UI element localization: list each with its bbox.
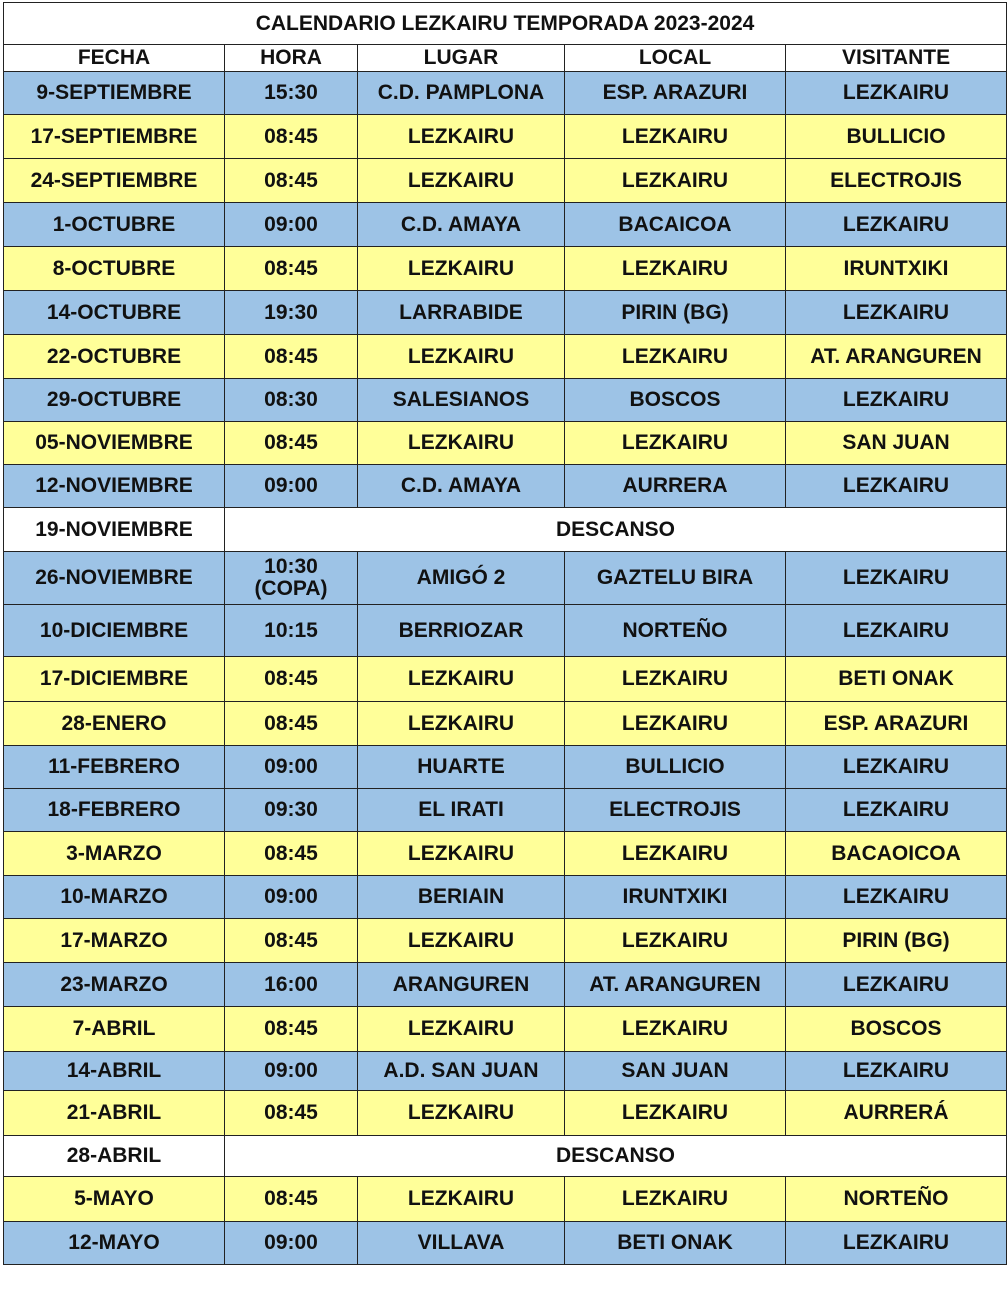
local-cell: ESP. ARAZURI [565,72,786,115]
local-cell: BACAICOA [565,203,786,247]
fecha-cell: 29-OCTUBRE [4,379,225,422]
visitante-cell: LEZKAIRU [786,203,1007,247]
hora-cell: 15:30 [225,72,358,115]
local-cell: AT. ARANGUREN [565,963,786,1007]
visitante-cell: LEZKAIRU [786,605,1007,657]
hora-cell: 09:00 [225,746,358,789]
local-cell: LEZKAIRU [565,422,786,465]
lugar-cell: LEZKAIRU [358,115,565,159]
visitante-cell: LEZKAIRU [786,876,1007,919]
match-row [4,1177,1007,1222]
local-cell: LEZKAIRU [565,1007,786,1052]
header-visitante: VISITANTE [786,45,1007,72]
hora-cell: 09:00 [225,1052,358,1091]
fecha-cell: 3-MARZO [4,832,225,876]
match-row [4,876,1007,919]
descanso-cell: DESCANSO [225,1136,1007,1177]
hora-cell: 09:00 [225,1222,358,1265]
hora-cell: 08:45 [225,247,358,291]
visitante-cell: AT. ARANGUREN [786,335,1007,379]
local-cell: LEZKAIRU [565,702,786,746]
fecha-cell: 14-ABRIL [4,1052,225,1091]
local-cell: LEZKAIRU [565,247,786,291]
visitante-cell: ESP. ARAZURI [786,702,1007,746]
local-cell: LEZKAIRU [565,159,786,203]
hora-cell: 08:45 [225,159,358,203]
local-cell: LEZKAIRU [565,832,786,876]
visitante-cell: LEZKAIRU [786,379,1007,422]
visitante-cell: LEZKAIRU [786,465,1007,508]
hora-cell: 08:45 [225,115,358,159]
fecha-cell: 11-FEBRERO [4,746,225,789]
calendar-body [4,3,1007,1265]
match-row [4,1007,1007,1052]
fecha-cell: 9-SEPTIEMBRE [4,72,225,115]
lugar-cell: LEZKAIRU [358,247,565,291]
local-cell: LEZKAIRU [565,1177,786,1222]
fecha-cell: 17-DICIEMBRE [4,657,225,702]
lugar-cell: AMIGÓ 2 [358,552,565,605]
local-cell: PIRIN (BG) [565,291,786,335]
descanso-cell: DESCANSO [225,508,1007,552]
lugar-cell: LEZKAIRU [358,335,565,379]
header-local: LOCAL [565,45,786,72]
header-lugar: LUGAR [358,45,565,72]
match-row [4,115,1007,159]
fecha-cell: 8-OCTUBRE [4,247,225,291]
title-row [4,3,1007,45]
visitante-cell: BOSCOS [786,1007,1007,1052]
lugar-cell: EL IRATI [358,789,565,832]
lugar-cell: LEZKAIRU [358,1177,565,1222]
lugar-cell: LEZKAIRU [358,1007,565,1052]
lugar-cell: C.D. AMAYA [358,203,565,247]
hora-note: (COPA) [254,577,328,600]
visitante-cell: LEZKAIRU [786,1222,1007,1265]
fecha-cell: 05-NOVIEMBRE [4,422,225,465]
hora-cell: 08:45 [225,422,358,465]
local-cell: IRUNTXIKI [565,876,786,919]
lugar-cell: LEZKAIRU [358,159,565,203]
visitante-cell: NORTEÑO [786,1177,1007,1222]
local-cell: AURRERA [565,465,786,508]
hora-cell [225,552,358,605]
hora-cell: 09:00 [225,203,358,247]
lugar-cell: ARANGUREN [358,963,565,1007]
local-cell: SAN JUAN [565,1052,786,1091]
visitante-cell: IRUNTXIKI [786,247,1007,291]
local-cell: BOSCOS [565,379,786,422]
hora-cell: 08:45 [225,702,358,746]
fecha-cell: 18-FEBRERO [4,789,225,832]
visitante-cell: ELECTROJIS [786,159,1007,203]
visitante-cell: SAN JUAN [786,422,1007,465]
local-cell: BULLICIO [565,746,786,789]
fecha-cell: 23-MARZO [4,963,225,1007]
hora-cell: 08:45 [225,335,358,379]
fecha-cell: 26-NOVIEMBRE [4,552,225,605]
match-row [4,335,1007,379]
visitante-cell: LEZKAIRU [786,72,1007,115]
match-row [4,1091,1007,1136]
match-row [4,657,1007,702]
hora-cell: 08:45 [225,1007,358,1052]
hora-cell: 08:45 [225,1091,358,1136]
lugar-cell: C.D. PAMPLONA [358,72,565,115]
hora-cell: 09:30 [225,789,358,832]
hora-cell: 19:30 [225,291,358,335]
visitante-cell: BETI ONAK [786,657,1007,702]
match-row [4,72,1007,115]
lugar-cell: C.D. AMAYA [358,465,565,508]
match-row [4,789,1007,832]
match-row [4,291,1007,335]
visitante-cell: PIRIN (BG) [786,919,1007,963]
fecha-cell: 21-ABRIL [4,1091,225,1136]
fecha-cell: 19-NOVIEMBRE [4,508,225,552]
hora-cell: 08:45 [225,657,358,702]
match-row [4,247,1007,291]
fecha-cell: 17-SEPTIEMBRE [4,115,225,159]
lugar-cell: LEZKAIRU [358,702,565,746]
fecha-cell: 28-ENERO [4,702,225,746]
hora-cell: 09:00 [225,465,358,508]
header-fecha: FECHA [4,45,225,72]
local-cell: ELECTROJIS [565,789,786,832]
local-cell: BETI ONAK [565,1222,786,1265]
fecha-cell: 22-OCTUBRE [4,335,225,379]
visitante-cell: AURRERÁ [786,1091,1007,1136]
match-row [4,832,1007,876]
match-row [4,465,1007,508]
lugar-cell: HUARTE [358,746,565,789]
hora-cell: 08:45 [225,919,358,963]
match-row [4,203,1007,247]
fecha-cell: 10-MARZO [4,876,225,919]
fecha-cell: 1-OCTUBRE [4,203,225,247]
visitante-cell: BULLICIO [786,115,1007,159]
visitante-cell: LEZKAIRU [786,746,1007,789]
fecha-cell: 12-MAYO [4,1222,225,1265]
fecha-cell: 5-MAYO [4,1177,225,1222]
match-row [4,159,1007,203]
lugar-cell: BERIAIN [358,876,565,919]
match-row [4,379,1007,422]
hora-cell: 16:00 [225,963,358,1007]
local-cell: LEZKAIRU [565,657,786,702]
local-cell: LEZKAIRU [565,919,786,963]
fecha-cell: 14-OCTUBRE [4,291,225,335]
local-cell: GAZTELU BIRA [565,552,786,605]
visitante-cell: BACAOICOA [786,832,1007,876]
visitante-cell: LEZKAIRU [786,552,1007,605]
fecha-cell: 24-SEPTIEMBRE [4,159,225,203]
hora-cell: 09:00 [225,876,358,919]
local-cell: LEZKAIRU [565,335,786,379]
fecha-cell: 7-ABRIL [4,1007,225,1052]
rest-row [4,508,1007,552]
lugar-cell: LEZKAIRU [358,422,565,465]
local-cell: LEZKAIRU [565,1091,786,1136]
lugar-cell: SALESIANOS [358,379,565,422]
match-row [4,605,1007,657]
fecha-cell: 10-DICIEMBRE [4,605,225,657]
hora-cell: 08:30 [225,379,358,422]
lugar-cell: VILLAVA [358,1222,565,1265]
match-row [4,746,1007,789]
hora-cell: 10:15 [225,605,358,657]
lugar-cell: A.D. SAN JUAN [358,1052,565,1091]
hora-value: 10:30 [264,555,318,578]
fecha-cell: 28-ABRIL [4,1136,225,1177]
visitante-cell: LEZKAIRU [786,1052,1007,1091]
lugar-cell: LEZKAIRU [358,1091,565,1136]
match-row [4,963,1007,1007]
lugar-cell: BERRIOZAR [358,605,565,657]
fecha-cell: 17-MARZO [4,919,225,963]
match-row [4,1052,1007,1091]
rest-row [4,1136,1007,1177]
match-row [4,552,1007,605]
calendar-title: CALENDARIO LEZKAIRU TEMPORADA 2023-2024 [4,3,1007,45]
local-cell: NORTEÑO [565,605,786,657]
match-row [4,1222,1007,1265]
calendar-table [3,2,1007,1265]
local-cell: LEZKAIRU [565,115,786,159]
lugar-cell: LEZKAIRU [358,657,565,702]
visitante-cell: LEZKAIRU [786,291,1007,335]
lugar-cell: LARRABIDE [358,291,565,335]
visitante-cell: LEZKAIRU [786,789,1007,832]
fecha-cell: 12-NOVIEMBRE [4,465,225,508]
match-row [4,422,1007,465]
lugar-cell: LEZKAIRU [358,919,565,963]
hora-cell: 08:45 [225,1177,358,1222]
hora-cell: 08:45 [225,832,358,876]
header-hora: HORA [225,45,358,72]
lugar-cell: LEZKAIRU [358,832,565,876]
visitante-cell: LEZKAIRU [786,963,1007,1007]
match-row [4,919,1007,963]
match-row [4,702,1007,746]
header-row [4,45,1007,72]
